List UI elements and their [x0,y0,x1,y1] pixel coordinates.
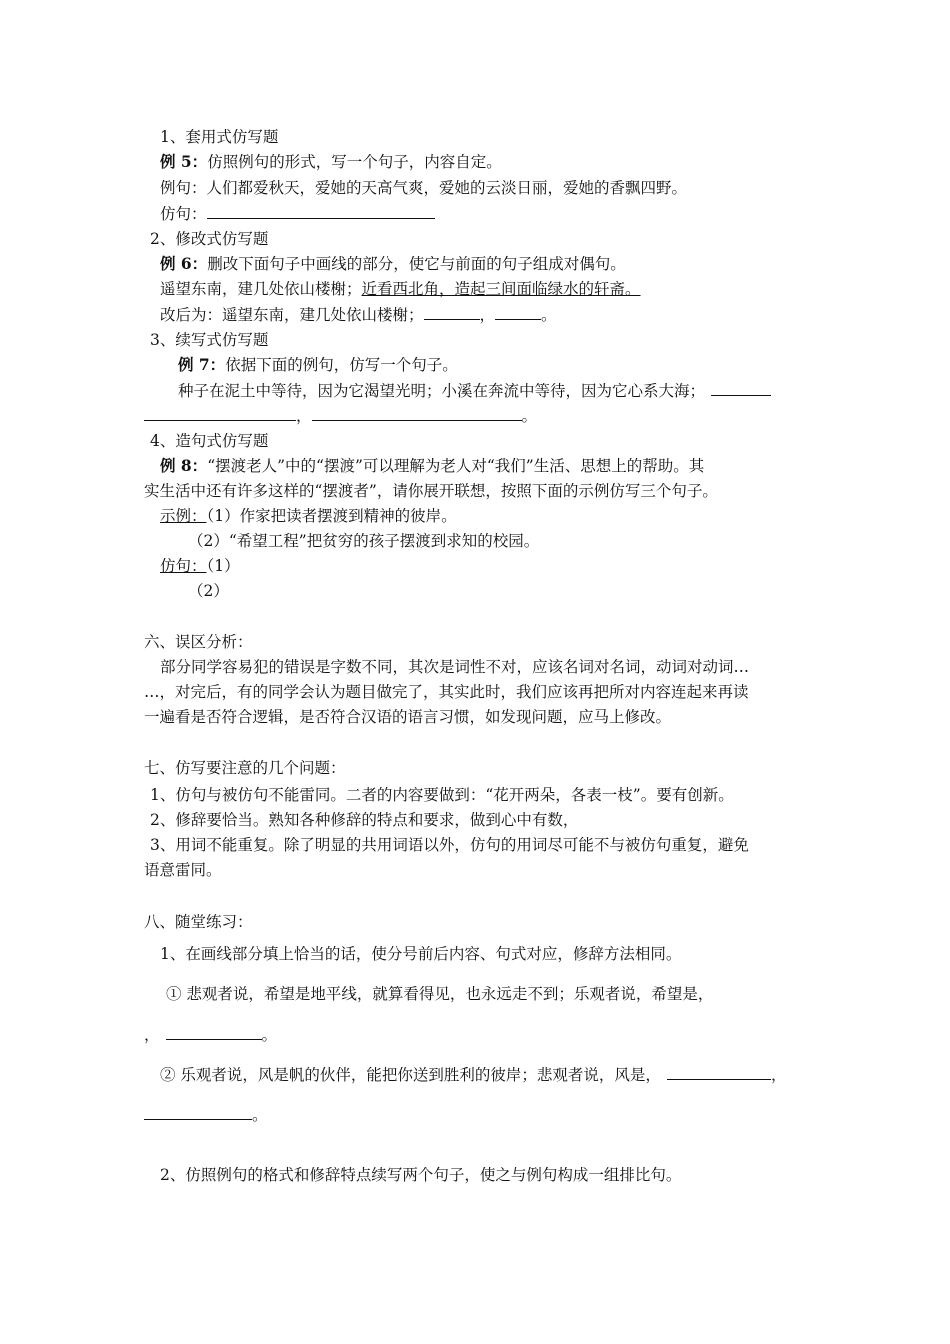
instruction: 删改下面句子中画线的部分，使它与前面的句子组成对偶句。 [207,255,626,273]
question-1a: ① 悲观者说，希望是地平线，就算看得见，也永远走不到；乐观者说，希望是， [166,985,714,1003]
original-sentence [160,279,641,299]
subsection-heading-3: 3、续写式仿写题 [150,331,269,349]
example-label: 例 6： [160,254,208,273]
comma: ， [296,407,312,425]
question-1b [160,1064,786,1085]
answer-blank[interactable] [312,405,522,421]
answer-1 [160,556,240,576]
answer-blank[interactable] [424,304,480,320]
list-item: 2、修辞要恰当。熟知各种修辞的特点和要求，做到心中有数， [150,811,579,829]
answer-blank[interactable] [495,304,541,320]
example-6 [160,254,626,274]
example-sentence [178,380,771,401]
example-text: （1）作家把读者摆渡到精神的彼岸。 [206,507,457,525]
example-label: 例 5： [160,152,208,171]
answer-blank[interactable] [144,405,296,421]
question-1a-answer [144,1024,277,1045]
comma: ， [770,1066,787,1084]
answer-label: 仿句： [160,557,207,575]
period: 。 [521,407,538,425]
question-1: 1、在画线部分填上恰当的话，使分号前后内容、句式对应，修辞方法相同。 [160,945,682,963]
instruction-cont: 实生活中还有许多这样的“摆渡者”，请你展开联想，按照下面的示例仿写三个句子。 [144,482,718,500]
subsection-heading-4: 4、造句式仿写题 [150,432,269,450]
example-2: （2）“希望工程”把贫穷的孩子摆渡到求知的校园。 [188,532,540,550]
paragraph-line: 一遍看是否符合逻辑，是否符合汉语的语言习惯，如发现问题，应马上修改。 [144,708,672,726]
instruction: 仿照例句的形式，写一个句子，内容自定。 [207,153,502,171]
comma: ， [479,306,496,324]
answer-blank[interactable] [166,1024,262,1040]
instruction: 依据下面的例句，仿写一个句子。 [225,356,458,374]
underlined-part: 近看西北角，造起三间面临绿水的轩斋。 [361,280,641,298]
revised-label: 改后为：遥望东南，建几处依山楼榭； [160,306,424,324]
example-sentence: 例句：人们都爱秋天，爱她的天高气爽，爱她的云淡日丽，爱她的香飘四野。 [160,179,688,197]
example-label: 示例： [160,507,207,525]
section-heading-6: 六、误区分析： [144,633,253,651]
answer-number: （1） [206,557,240,575]
sentence-text: 种子在泥土中等待，因为它渴望光明；小溪在奔流中等待，因为它心系大海； [178,382,706,400]
section-heading-7: 七、仿写要注意的几个问题： [144,759,346,777]
list-item: 1、仿句与被仿句不能雷同。二者的内容要做到：“花开两朵，各表一枝”。要有创新。 [150,786,734,804]
answer-blank[interactable] [711,380,771,396]
paragraph-line: …，对完后，有的同学会认为题目做完了，其实此时，我们应该再把所对内容连起来再读 [144,683,749,701]
subsection-heading-2: 2、修改式仿写题 [150,230,269,248]
answer-blank[interactable] [144,1104,252,1120]
comma: ， [144,1026,160,1044]
example-5 [160,152,502,172]
answer-blank[interactable] [667,1064,771,1080]
paragraph-line: 部分同学容易犯的错误是字数不同，其次是词性不对，应该名词对名词，动词对动词… [160,658,750,676]
period: 。 [541,306,557,324]
question-2: 2、仿照例句的格式和修辞特点续写两个句子，使之与例句构成一组排比句。 [160,1166,682,1184]
question-text: ② 乐观者说，风是帆的伙伴，能把你送到胜利的彼岸；悲观者说，风是， [160,1066,661,1084]
answer-blank[interactable] [207,203,435,219]
answer-line [160,203,435,224]
example-1 [160,506,457,526]
subsection-heading-1: 1、套用式仿写题 [160,128,279,146]
section-heading-8: 八、随堂练习： [144,913,253,931]
answer-label: 仿句： [160,205,207,223]
example-8 [160,456,704,476]
revised-sentence [160,304,557,325]
instruction: “摆渡老人”中的“摆渡”可以理解为老人对“我们”生活、思想上的帮助。其 [207,457,705,475]
list-item-cont: 语意雷同。 [144,861,222,879]
example-label: 例 7： [178,355,226,374]
period: 。 [261,1026,278,1044]
question-1b-answer [144,1104,268,1125]
list-item: 3、用词不能重复。除了明显的共用词语以外，仿句的用词尽可能不与被仿句重复，避免 [150,836,749,854]
example-label: 例 8： [160,456,208,475]
continuation-line [144,405,537,426]
sentence-part-a: 遥望东南，建几处依山楼榭； [160,280,362,298]
example-7 [178,355,458,375]
period: 。 [252,1106,268,1124]
answer-2: （2） [188,582,229,600]
